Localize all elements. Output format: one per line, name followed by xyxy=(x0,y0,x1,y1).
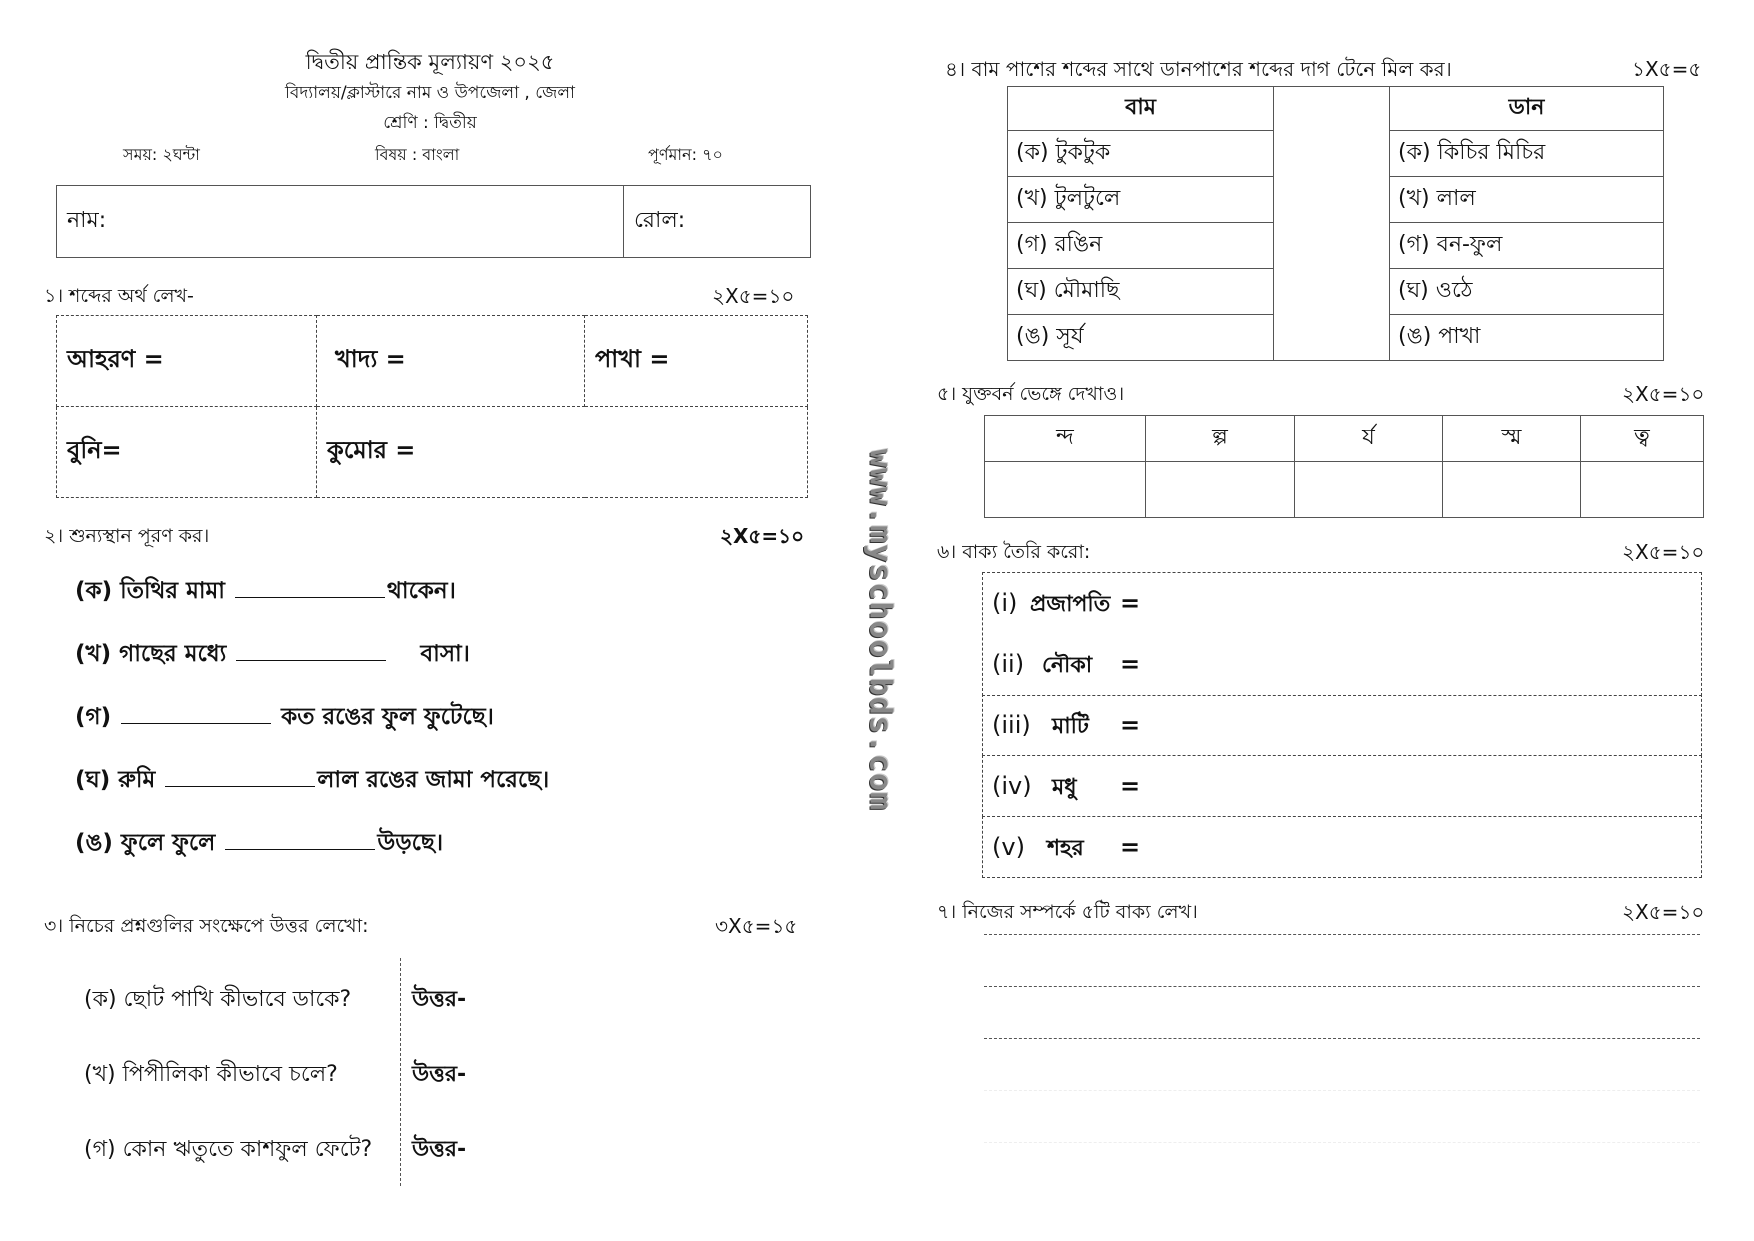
q2-item: (ক) তিথির মামা থাকেন। xyxy=(75,578,456,604)
q3-answer-label[interactable]: উত্তর- xyxy=(412,987,467,1012)
q3-answer-label[interactable]: উত্তর- xyxy=(412,1062,467,1087)
q5-letter: ত্ব xyxy=(1581,416,1704,462)
q6-item: (iv) মধু = xyxy=(992,772,1141,800)
full-marks: পূর্ণমান: ৭০ xyxy=(648,145,723,164)
q4-right-item[interactable]: (ক) কিচির মিচির xyxy=(1390,131,1664,177)
q5-conjunct-table xyxy=(984,415,1704,518)
name-field[interactable] xyxy=(57,186,624,258)
exam-title: দ্বিতীয় প্রান্তিক মূল্যায়ণ ২০২৫ xyxy=(305,50,555,74)
q2-item: (গ) কত রঙের ফুল ফুটেছে। xyxy=(75,704,494,730)
q6-item: (v) শহর = xyxy=(992,833,1141,861)
q1-word: পাখা = xyxy=(595,345,670,373)
school-line: বিদ্যালয়/ক্লাস্টারে নাম ও উপজেলা , জেলা xyxy=(285,83,575,103)
exam-subject: বিষয় : বাংলা xyxy=(375,145,460,164)
q3-marks: ৩X৫=১৫ xyxy=(715,914,798,938)
q5-letter: স্ম xyxy=(1443,416,1581,462)
q6-marks: ২X৫=১০ xyxy=(1622,540,1705,564)
q2-item: (ঙ) ফুলে ফুলে উড়ছে। xyxy=(75,830,444,856)
q3-title: ৩। নিচের প্রশ্নগুলির সংক্ষেপে উত্তর লেখো: xyxy=(44,915,369,937)
q5-letter: ন্দ xyxy=(985,416,1146,462)
q4-left-item[interactable]: (গ) রঙিন xyxy=(1008,223,1274,269)
q5-letter: র্য xyxy=(1295,416,1443,462)
fill-blank[interactable] xyxy=(225,849,375,850)
q2-item: (খ) গাছের মধ্যে বাসা। xyxy=(75,641,470,667)
q4-right-header: ডান xyxy=(1390,87,1664,131)
q4-right-item[interactable]: (ঘ) ওঠে xyxy=(1390,269,1664,315)
q7-marks: ২X৫=১০ xyxy=(1622,900,1705,924)
fill-blank[interactable] xyxy=(121,723,271,724)
roll-field[interactable] xyxy=(624,186,811,258)
q3-question: (গ) কোন ঋতুতে কাশফুল ফেটে? xyxy=(84,1137,373,1162)
q1-cell[interactable] xyxy=(317,316,585,407)
q2-item: (ঘ) রুমি লাল রঙের জামা পরেছে। xyxy=(75,767,550,793)
watermark: www.myschoolbds.com xyxy=(862,448,898,812)
q5-answer-cell[interactable] xyxy=(1146,462,1295,518)
q7-writing-line[interactable] xyxy=(984,1142,1700,1143)
q1-cell[interactable] xyxy=(57,407,317,498)
q4-marks: ১X৫=৫ xyxy=(1632,57,1702,81)
q5-letter: ল্প xyxy=(1146,416,1295,462)
q6-item: (ii) নৌকা = xyxy=(992,650,1141,678)
q4-left-item[interactable]: (ঙ) সূর্য xyxy=(1008,315,1274,361)
q4-matching-gap[interactable] xyxy=(1274,87,1390,361)
q3-answer-label[interactable]: উত্তর- xyxy=(412,1137,467,1162)
exam-time: সময়: ২ঘন্টা xyxy=(123,145,200,164)
q7-writing-line[interactable] xyxy=(984,1038,1700,1039)
q7-writing-line[interactable] xyxy=(984,934,1700,935)
q4-match-table xyxy=(1007,86,1664,361)
q1-word: আহরণ = xyxy=(67,345,164,373)
q1-cell[interactable] xyxy=(585,316,808,407)
fill-blank[interactable] xyxy=(165,786,315,787)
fill-blank[interactable] xyxy=(236,660,386,661)
q7-title: ৭। নিজের সম্পর্কে ৫টি বাক্য লেখ। xyxy=(937,901,1198,923)
q4-left-item[interactable]: (ক) টুকটুক xyxy=(1008,131,1274,177)
name-roll-box xyxy=(56,185,811,258)
q5-answer-cell[interactable] xyxy=(1443,462,1581,518)
q5-answer-cell[interactable] xyxy=(1295,462,1443,518)
q5-answer-cell[interactable] xyxy=(1581,462,1704,518)
q1-cell[interactable] xyxy=(57,316,317,407)
q3-divider xyxy=(400,958,401,1186)
name-label: নাম: xyxy=(67,208,107,233)
q4-right-item[interactable]: (ঙ) পাখা xyxy=(1390,315,1664,361)
q2-title: ২। শুন্যস্থান পূরণ কর। xyxy=(44,525,210,547)
q1-word-table xyxy=(56,315,808,498)
q6-title: ৬। বাক্য তৈরি করো: xyxy=(937,541,1091,563)
q1-title: ১। শব্দের অর্থ লেখ- xyxy=(44,285,194,307)
class-line: শ্রেণি : দ্বিতীয় xyxy=(383,113,477,133)
q4-right-item[interactable]: (খ) লাল xyxy=(1390,177,1664,223)
q4-left-header: বাম xyxy=(1008,87,1274,131)
q1-word: খাদ্য = xyxy=(335,345,406,373)
q4-left-item[interactable]: (ঘ) মৌমাছি xyxy=(1008,269,1274,315)
q7-writing-line[interactable] xyxy=(984,1090,1700,1091)
q4-left-item[interactable]: (খ) টুলটুলে xyxy=(1008,177,1274,223)
q2-marks: ২X৫=১০ xyxy=(720,524,805,548)
q7-writing-line[interactable] xyxy=(984,986,1700,987)
q6-item: (iii) মাটি = xyxy=(992,711,1141,739)
q1-marks: ২X৫=১০ xyxy=(712,284,795,308)
q1-word: কুমোর = xyxy=(327,436,416,464)
q5-answer-cell[interactable] xyxy=(985,462,1146,518)
q6-item: (i) প্রজাপতি = xyxy=(992,589,1141,617)
q1-cell[interactable] xyxy=(317,407,808,498)
q4-title: ৪। বাম পাশের শব্দের সাথে ডানপাশের শব্দের দাগ টেনে মিল কর। xyxy=(945,57,1452,81)
fill-blank[interactable] xyxy=(235,597,385,598)
roll-label: রোল: xyxy=(634,208,686,233)
q1-word: বুনি= xyxy=(67,436,122,464)
q4-right-item[interactable]: (গ) বন-ফুল xyxy=(1390,223,1664,269)
q3-question: (ক) ছোট পাখি কীভাবে ডাকে? xyxy=(84,987,352,1012)
q5-title: ৫। যুক্তবর্ন ভেঙ্গে দেখাও। xyxy=(937,383,1125,405)
q3-question: (খ) পিপীলিকা কীভাবে চলে? xyxy=(84,1062,338,1087)
q5-marks: ২X৫=১০ xyxy=(1622,382,1705,406)
